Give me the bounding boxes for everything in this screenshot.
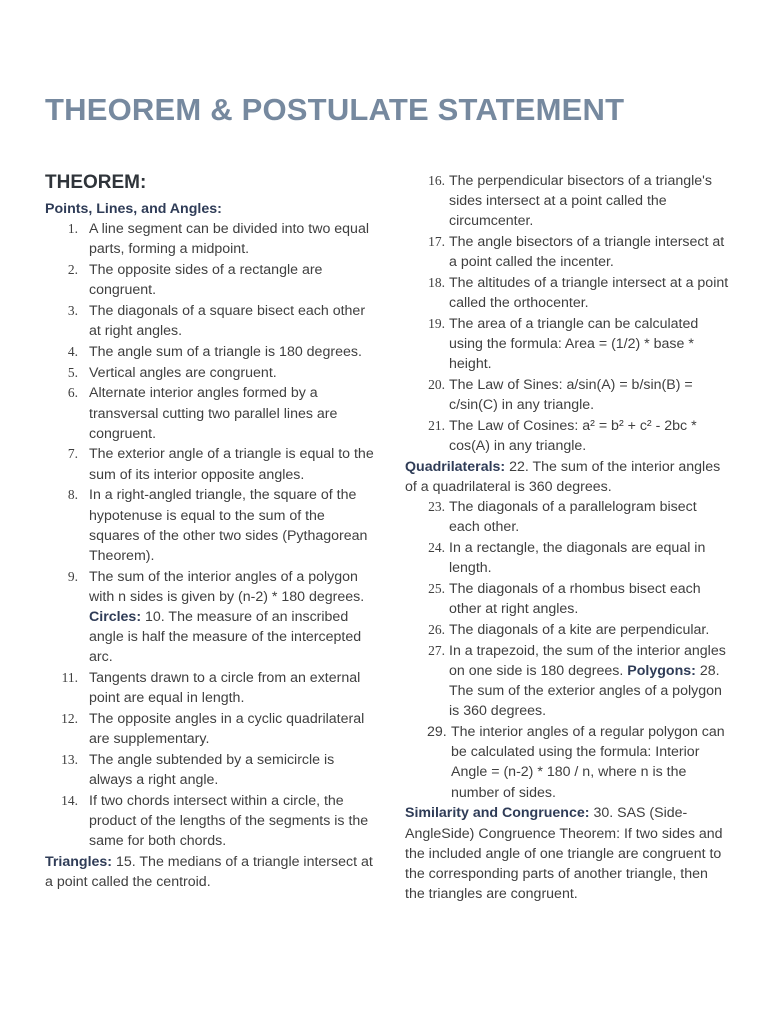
item-number: 20. — [428, 377, 445, 393]
list-item — [405, 722, 730, 803]
item-text: The opposite angles in a cyclic quadrilateral are supplementary. — [89, 711, 365, 748]
item-text: The exterior angle of a triangle is equal to the sum of its interior opposite angles. — [89, 446, 374, 483]
list-item — [405, 538, 730, 578]
list-item — [405, 620, 730, 640]
triangles-paragraph — [45, 852, 375, 892]
item-number: 18. — [428, 275, 445, 291]
item-text: If two chords intersect within a circle, the product of the lengths of the segments is the same for both chords. — [89, 792, 369, 850]
item-number: 21. — [428, 417, 445, 433]
left-column — [45, 170, 375, 892]
paragraph-text: 15. The medians of a triangle intersect at a point called the centroid. — [45, 854, 373, 891]
section-heading-triangles: Triangles: — [45, 854, 113, 870]
item-text: The diagonals of a rhombus bisect each other at right angles. — [449, 581, 701, 618]
item-number: 7. — [67, 446, 78, 462]
item-text: The angle subtended by a semicircle is always a right angle. — [89, 751, 335, 789]
quadrilaterals-paragraph — [405, 457, 730, 497]
list-item — [45, 383, 375, 444]
item-number: 14. — [61, 792, 78, 808]
list-item — [405, 497, 730, 537]
theorem-list-1 — [45, 219, 375, 851]
right-column — [405, 171, 730, 904]
section-heading-circles: Circles: — [89, 609, 142, 626]
item-text: Alternate interior angles formed by a transversal cutting two parallel lines are congruent. — [89, 385, 338, 442]
list-item — [405, 416, 730, 456]
list-item — [45, 363, 375, 383]
list-item — [45, 791, 375, 852]
list-item — [405, 232, 730, 272]
item-number: 24. — [428, 540, 445, 556]
item-text: The opposite sides of a rectangle are congruent. — [89, 262, 323, 299]
section-heading-points-lines-angles: Points, Lines, and Angles: — [45, 201, 222, 217]
list-item — [405, 375, 730, 415]
item-number: 26. — [428, 621, 445, 637]
item-text: The interior angles of a regular polygon can be calculated using the formula: Interior Angle = (n-2) * 180 / n, where n is the number of sides. — [451, 723, 725, 801]
list-item — [45, 567, 375, 668]
item-number: 8. — [67, 487, 78, 503]
list-item — [45, 342, 375, 362]
item-text: Tangents drawn to a circle from an external point are equal in length. — [89, 670, 361, 707]
theorem-list-2 — [405, 171, 730, 456]
paragraph-text: 22. The sum of the interior angles of a quadrilateral is 360 degrees. — [405, 458, 721, 496]
item-number: 1. — [67, 221, 78, 237]
item-number: 16. — [428, 173, 445, 188]
list-item — [405, 641, 730, 722]
item-number: 4. — [67, 343, 78, 359]
list-item — [45, 260, 375, 300]
item-text: In a trapezoid, the sum of the interior angles on one side is 180 degrees. — [449, 642, 726, 679]
item-number: 13. — [61, 751, 78, 767]
item-text: The diagonals of a square bisect each other at right angles. — [89, 303, 366, 340]
item-number: 5. — [67, 364, 78, 380]
list-item — [45, 709, 375, 749]
item-number: 11. — [61, 670, 78, 686]
item-number: 6. — [67, 385, 78, 401]
item-text: 10. The measure of an inscribed angle is half the measure of the intercepted arc. — [89, 609, 362, 666]
section-heading-quadrilaterals: Quadrilaterals: — [405, 458, 506, 475]
item-number: 23. — [428, 499, 445, 515]
paragraph-text: 30. SAS (Side-AngleSide) Congruence Theorem: If two sides and the included angle of one triangle are congruent to the corresponding parts of another triangle, then the triangles are congruent. — [405, 805, 723, 903]
theorem-list-3 — [405, 497, 730, 803]
item-text: 28. The sum of the exterior angles of a polygon is 360 degrees. — [449, 662, 722, 720]
item-text: The perpendicular bisectors of a triangle's sides intersect at a point called the circumcenter. — [449, 173, 712, 230]
list-item — [405, 273, 730, 313]
item-text: Vertical angles are congruent. — [89, 364, 277, 381]
item-text: In a right-angled triangle, the square of the hypotenuse is equal to the sum of the squares of the other two sides (Pythagorean Theorem). — [89, 487, 368, 564]
list-item — [45, 301, 375, 341]
item-number: 27. — [428, 642, 445, 658]
item-number: 3. — [67, 303, 78, 319]
theorem-heading: THEOREM: — [45, 172, 147, 193]
item-text: The area of a triangle can be calculated using the formula: Area = (1/2) * base * height. — [449, 315, 699, 373]
item-text: The Law of Cosines: a² = b² + c² - 2bc * cos(A) in any triangle. — [449, 417, 697, 455]
item-number: 19. — [428, 315, 445, 331]
list-item — [45, 219, 375, 259]
item-text: A line segment can be divided into two equal parts, forming a midpoint. — [89, 221, 369, 258]
list-item — [405, 314, 730, 375]
list-item — [45, 444, 375, 484]
item-number: 12. — [61, 711, 78, 727]
item-number: 9. — [67, 568, 78, 584]
item-number: 25. — [428, 581, 445, 597]
item-text: The diagonals of a parallelogram bisect each other. — [449, 499, 697, 536]
item-text: The Law of Sines: a/sin(A) = b/sin(B) = c/sin(C) in any triangle. — [449, 377, 693, 414]
item-text: In a rectangle, the diagonals are equal in length. — [449, 540, 706, 577]
section-heading-similarity-congruence: Similarity and Congruence: — [405, 805, 590, 822]
page-title: THEOREM & POSTULATE STATEMENT — [45, 92, 625, 127]
item-text: The altitudes of a triangle intersect at a point called the orthocenter. — [449, 275, 729, 312]
item-number: 29. — [427, 723, 447, 740]
list-item — [405, 171, 730, 232]
section-heading-polygons: Polygons: — [627, 662, 696, 679]
item-number: 17. — [428, 234, 445, 250]
similarity-paragraph — [405, 803, 730, 904]
item-text: The sum of the interior angles of a polygon with n sides is given by (n-2) * 180 degrees. — [89, 568, 365, 605]
item-number: 2. — [67, 262, 78, 278]
item-text: The angle sum of a triangle is 180 degrees. — [89, 343, 362, 360]
list-item — [405, 579, 730, 619]
list-item — [45, 668, 375, 708]
list-item — [45, 750, 375, 790]
item-text: The angle bisectors of a triangle intersect at a point called the incenter. — [449, 234, 725, 271]
item-text: The diagonals of a kite are perpendicular. — [449, 621, 710, 638]
list-item — [45, 485, 375, 566]
